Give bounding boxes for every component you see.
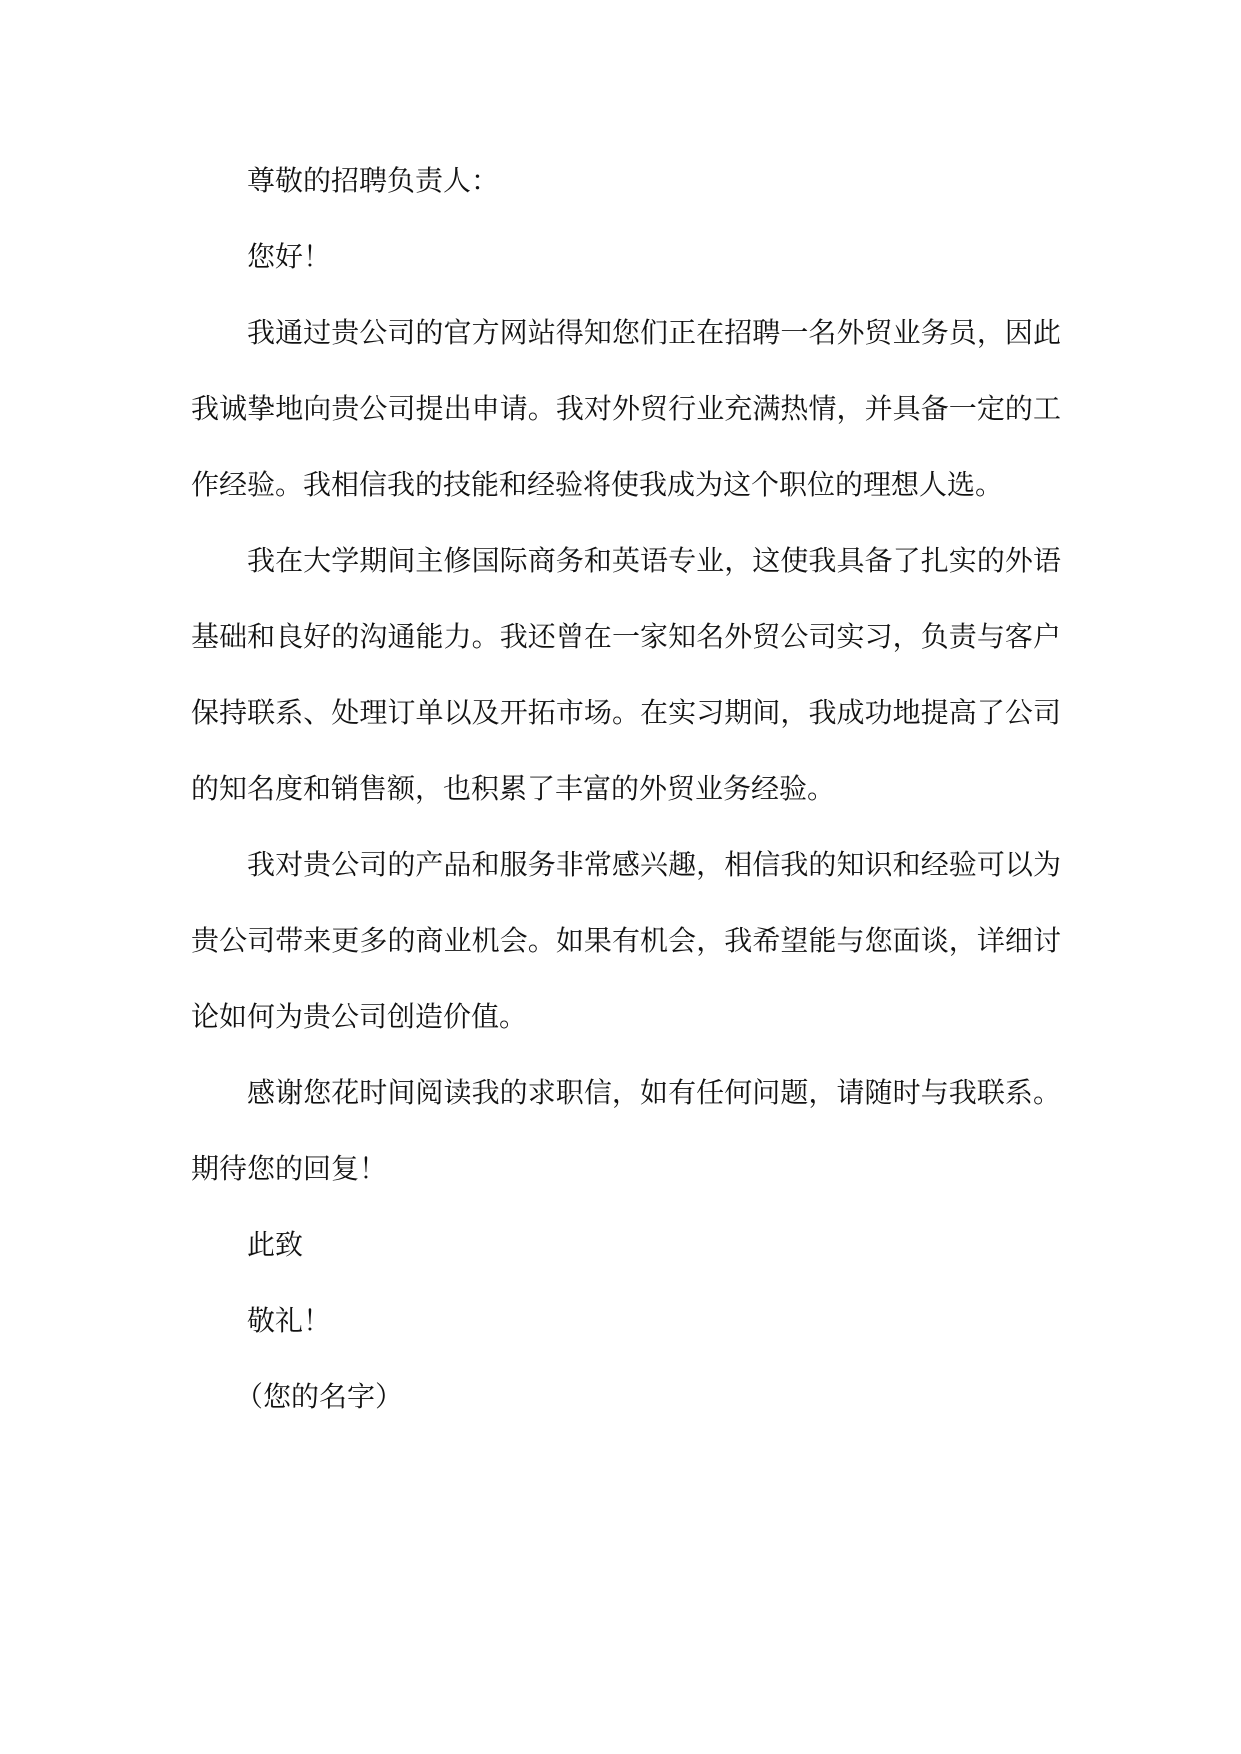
letter-paragraph: 我通过贵公司的官方网站得知您们正在招聘一名外贸业务员，因此我诚挚地向贵公司提出申请。我对外贸行业充满热情，并具备一定的工作经验。我相信我的技能和经验将使我成为这个职位的理想人选。: [191, 316, 1061, 501]
letter-closing: 此致: [247, 1228, 304, 1261]
letter-paragraph: 我在大学期间主修国际商务和英语专业，这使我具备了扎实的外语基础和良好的沟通能力。我还曾在一家知名外贸公司实习，负责与客户保持联系、处理订单以及开拓市场。在实习期间，我成功地提高了公司的知名度和销售额，也积累了丰富的外贸业务经验。: [191, 544, 1061, 805]
letter-greeting: 您好！: [247, 240, 332, 273]
letter-signature: （您的名字）: [235, 1380, 404, 1413]
letter-salutation: 尊敬的招聘负责人：: [247, 164, 500, 197]
cover-letter: [191, 143, 1061, 1435]
letter-paragraph: 我对贵公司的产品和服务非常感兴趣，相信我的知识和经验可以为贵公司带来更多的商业机会。如果有机会，我希望能与您面谈，详细讨论如何为贵公司创造价值。: [191, 848, 1061, 1033]
letter-closing-respect: 敬礼！: [247, 1304, 332, 1337]
letter-paragraph: 感谢您花时间阅读我的求职信，如有任何问题，请随时与我联系。期待您的回复！: [191, 1076, 1061, 1185]
